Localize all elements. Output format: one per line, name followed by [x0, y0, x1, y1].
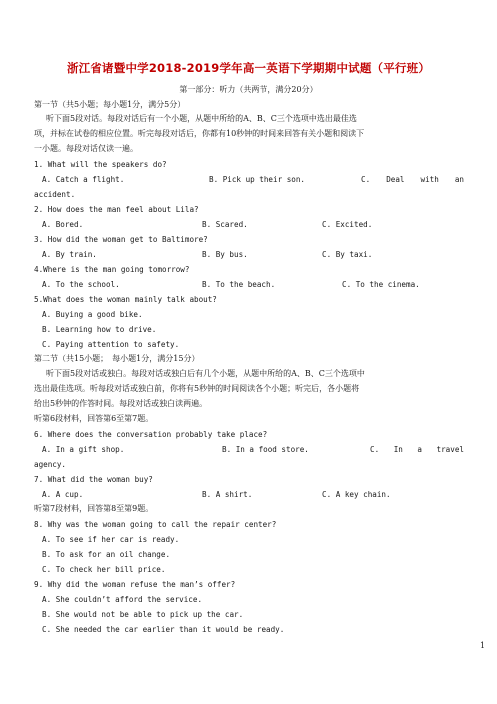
question-2-stem: 2. How does the man feel about Lila?	[34, 205, 199, 214]
question-2-option-c: C. Excited.	[322, 220, 373, 229]
question-1-option-b: B. Pick up their son.	[209, 175, 306, 184]
question-6-option-c-part: a	[417, 445, 422, 454]
question-4-option-c: C. To the cinema.	[342, 280, 420, 289]
question-3-stem: 3. How did the woman get to Baltimore?	[34, 235, 208, 244]
question-5-option-a: A. Buying a good bike.	[42, 310, 143, 319]
question-6-option-c	[370, 445, 464, 455]
question-2-option-b: B. Scared.	[202, 220, 248, 229]
question-6-option-b: B. In a food store.	[222, 445, 309, 454]
question-9-option-a: A. She couldn’t afford the service.	[42, 595, 203, 604]
section1-instructions-line1: 听下面5段对话。每段对话后有一个小题，从题中所给的A、B、C三个选项中选出最佳选	[46, 114, 357, 123]
section2-heading: 第二节（共15小题； 每小题1分，满分15分）	[34, 354, 200, 363]
question-4-stem: 4.Where is the man going tomorrow?	[34, 265, 190, 274]
question-7-stem: 7. What did the woman buy?	[34, 475, 153, 484]
section2-instructions-line3: 给出5秒钟的作答时间。每段对话或独白读两遍。	[34, 399, 208, 408]
question-8-option-a: A. To see if her car is ready.	[42, 535, 180, 544]
question-7-option-c: C. A key chain.	[322, 490, 391, 499]
material-6-note: 听第6段材料，回答第6至第7题。	[34, 414, 154, 423]
section1-instructions-line3: 一小题。每段对话仅读一遍。	[34, 144, 138, 153]
question-5-option-b: B. Learning how to drive.	[42, 325, 157, 334]
question-6-option-c-part: C.	[370, 445, 380, 454]
question-3-option-a: A. By train.	[42, 250, 97, 259]
question-4-option-b: B. To the beach.	[202, 280, 276, 289]
section2-instructions-line2: 选出最佳选项。听每段对话或独白前，你将有5秒钟的时间阅读各个小题；听完后，各小题将	[34, 384, 360, 393]
section2-instructions-line1: 听下面5段对话或独白。每段对话或独白后有几个小题，从题中所给的A、B、C三个选项中	[46, 369, 365, 378]
question-6-option-c-part: travel	[436, 445, 464, 454]
question-1-option-c	[361, 175, 464, 185]
document-title: 浙江省诸暨中学2018-2019学年高一英语下学期期中试题（平行班）	[66, 61, 431, 75]
question-1-option-c-continued: accident.	[34, 190, 76, 199]
question-3-option-c: C. By taxi.	[322, 250, 373, 259]
question-8-stem: 8. Why was the woman going to call the repair center?	[34, 520, 277, 529]
question-8-option-b: B. To ask for an oil change.	[42, 550, 171, 559]
question-1-option-c-part: with	[420, 175, 439, 184]
question-1-option-a: A. Catch a flight.	[42, 175, 125, 184]
question-1-option-c-part: C.	[361, 175, 371, 184]
question-7-option-b: B. A shirt.	[202, 490, 253, 499]
question-2-option-a: A. Bored.	[42, 220, 84, 229]
material-7-note: 听第7段材料，回答第8至第9题。	[34, 504, 154, 513]
question-6-option-a: A. In a gift shop.	[42, 445, 125, 454]
section1-instructions-line2: 项，并标在试卷的相应位置。听完每段对话后，你都有10秒钟的时间来回答有关小题和阅读下	[34, 129, 365, 138]
question-8-option-c: C. To check her bill price.	[42, 565, 166, 574]
question-4-option-a: A. To the school.	[42, 280, 120, 289]
question-9-option-b: B. She would not be able to pick up the car.	[42, 610, 244, 619]
question-1-stem: 1. What will the speakers do?	[34, 160, 167, 169]
question-1-option-c-part: an	[454, 175, 464, 184]
question-5-stem: 5.What does the woman mainly talk about?	[34, 295, 217, 304]
question-7-option-a: A. A cup.	[42, 490, 84, 499]
question-3-option-b: B. By bus.	[202, 250, 248, 259]
question-6-option-c-continued: agency.	[34, 460, 67, 469]
question-5-option-c: C. Paying attention to safety.	[42, 340, 180, 349]
section1-heading: 第一节（共5小题；每小题1分，满分5分）	[34, 100, 186, 109]
question-6-stem: 6. Where does the conversation probably take place?	[34, 430, 268, 439]
question-6-option-c-part: In	[393, 445, 403, 454]
question-9-stem: 9. Why did the woman refuse the man’s offer?	[34, 580, 236, 589]
page-number: 1	[480, 641, 486, 650]
question-9-option-c: C. She needed the car earlier than it would be ready.	[42, 625, 285, 634]
question-1-option-c-part: Deal	[386, 175, 405, 184]
part1-heading: 第一部分：听力（共两节，满分20分）	[179, 85, 318, 94]
